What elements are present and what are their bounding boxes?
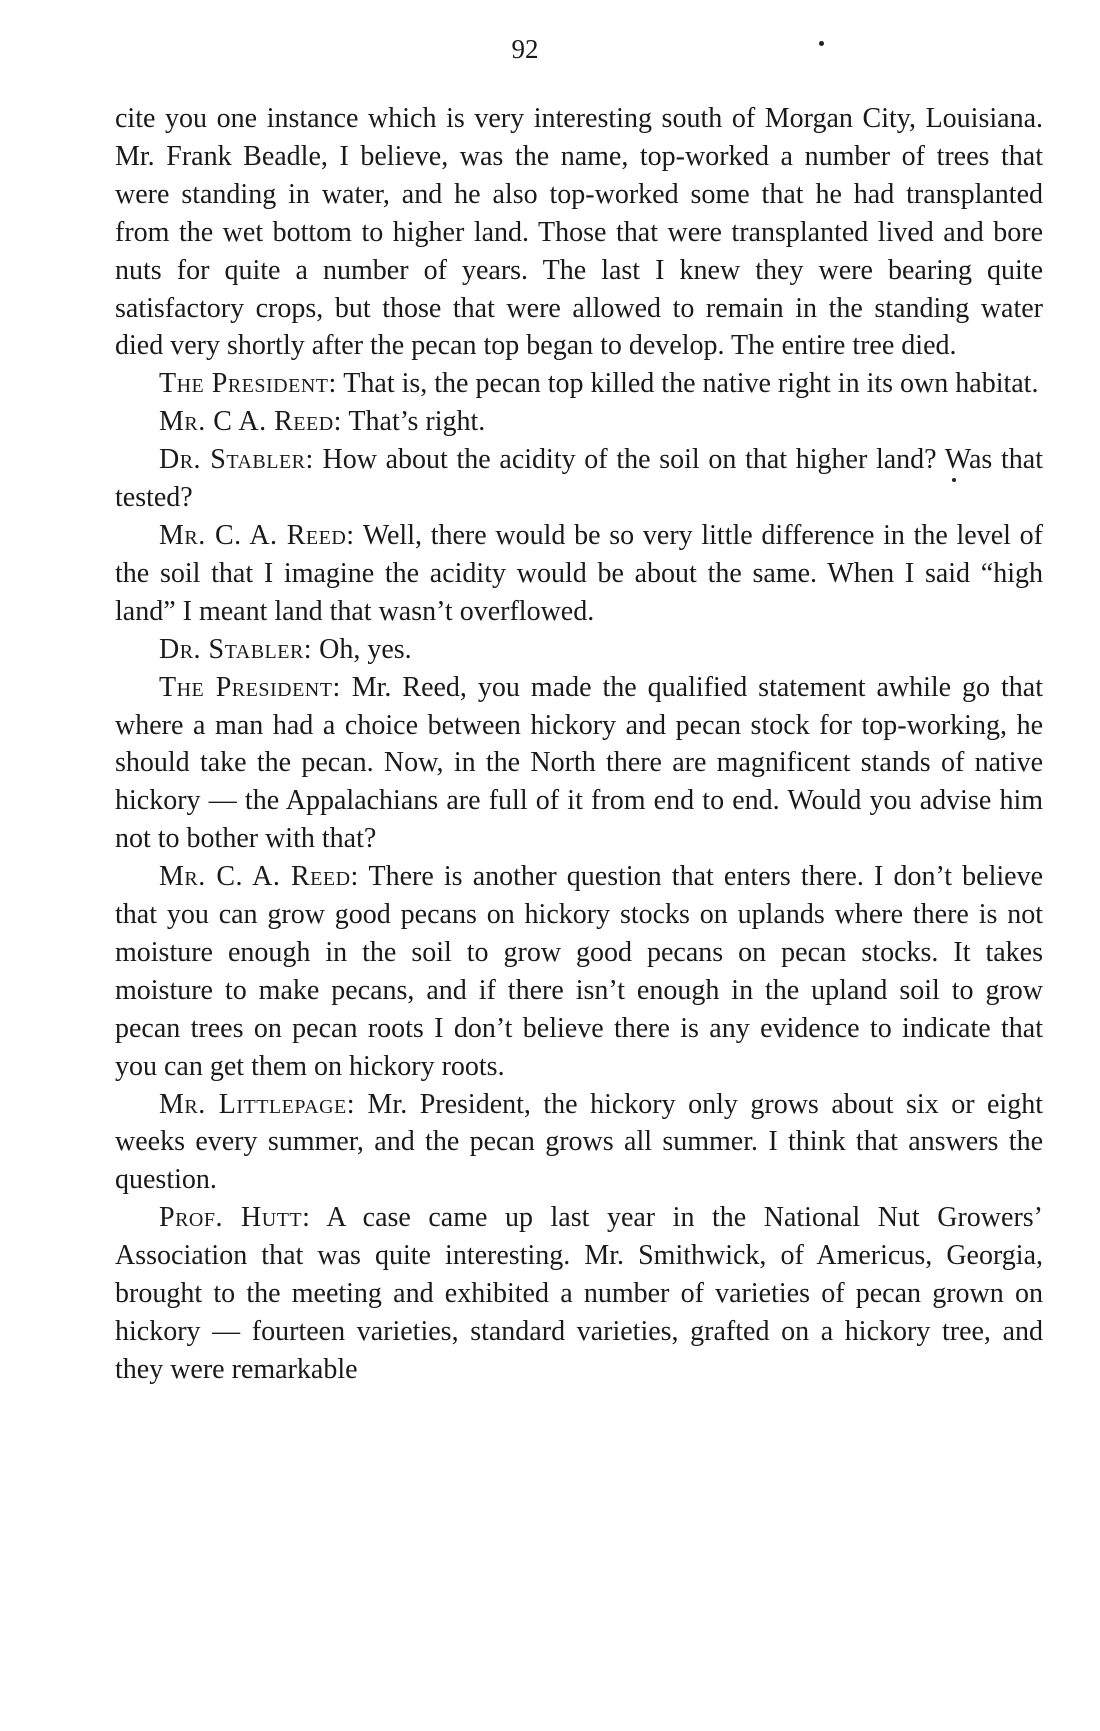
paragraph [115,441,1043,517]
speaker-name: Prof. Hutt: [159,1202,311,1234]
paragraph-text: A case came up last year in the National Nut Growers’ Association that was quite interesting. Mr. Smithwick, of Americus, Georgia, brought to the meeting and exhibited a number of varieties of pecan grown on hickory — fourteen varieties, standard varieties, grafted on a hickory tree, and they were remarkable [115,1202,1043,1385]
print-speck [819,41,824,46]
paragraph [115,631,1043,669]
paragraph-text: That is, the pecan top killed the native right in its own habitat. [343,368,1039,400]
speaker-name: Mr. Littlepage: [159,1088,356,1120]
speaker-name: Mr. C. A. Reed: [159,519,355,551]
paragraph-text: How about the acidity of the soil on that higher land? Was that tested? [115,444,1043,514]
paragraph [115,517,1043,631]
paragraph [115,365,1043,403]
paragraph-text: cite you one instance which is very interesting south of Morgan City, Louisiana. Mr. Frank Beadle, I believe, was the name, top-worked a number of trees that were standing in water, and he also top-worked some that he had transplanted from the wet bottom to higher land. Those that were transplanted lived and bore nuts for quite a number of years. The last I knew they were bearing quite satisfactory crops, but those that were allowed to remain in the standing water died very shortly after the pecan top began to develop. The entire tree died. [115,103,1043,362]
body-text [115,100,1043,1389]
page-number: 92 [511,34,539,64]
paragraph-text: Mr. Reed, you made the qualified statement awhile go that where a man had a choice between hickory and pecan stock for top-working, he should take the pecan. Now, in the North there are magnificent stands of native hickory — the Appalachians are full of it from end to end. Would you advise him not to bother with that? [115,671,1044,855]
paragraph-text: Mr. President, the hickory only grows about six or eight weeks every summer, and the pecan grows all summer. I think that answers the question. [115,1088,1043,1196]
paragraph [115,669,1043,859]
paragraph-text: Well, there would be so very little difference in the level of the soil that I imagine the acidity would be about the same. When I said “high land” I meant land that wasn’t overflowed. [115,519,1043,627]
paragraph-text: There is another question that enters there. I don’t believe that you can grow good pecans on hickory stocks on uplands where there is not moisture enough in the soil to grow good pecans on pecan stocks. It takes moisture to make pecans, and if there isn’t enough in the upland soil to grow pecan trees on pecan roots I don’t believe there is any evidence to indicate that you can get them on hickory roots. [115,861,1044,1082]
speaker-name: Dr. Stabler: [159,444,314,476]
speaker-name: Mr. C A. Reed: [159,406,342,438]
paragraph [115,1086,1043,1200]
speaker-name: The President: [159,368,337,400]
paragraph-text: That’s right. [348,406,486,438]
speaker-name: Mr. C. A. Reed: [159,861,359,893]
speaker-name: Dr. Stabler: [159,633,313,665]
speaker-name: The President: [159,671,341,703]
paragraph [115,1199,1043,1389]
paragraph [115,858,1043,1085]
paragraph-text: Oh, yes. [319,633,412,665]
paragraph [115,403,1043,441]
paragraph-continued [115,100,1043,365]
